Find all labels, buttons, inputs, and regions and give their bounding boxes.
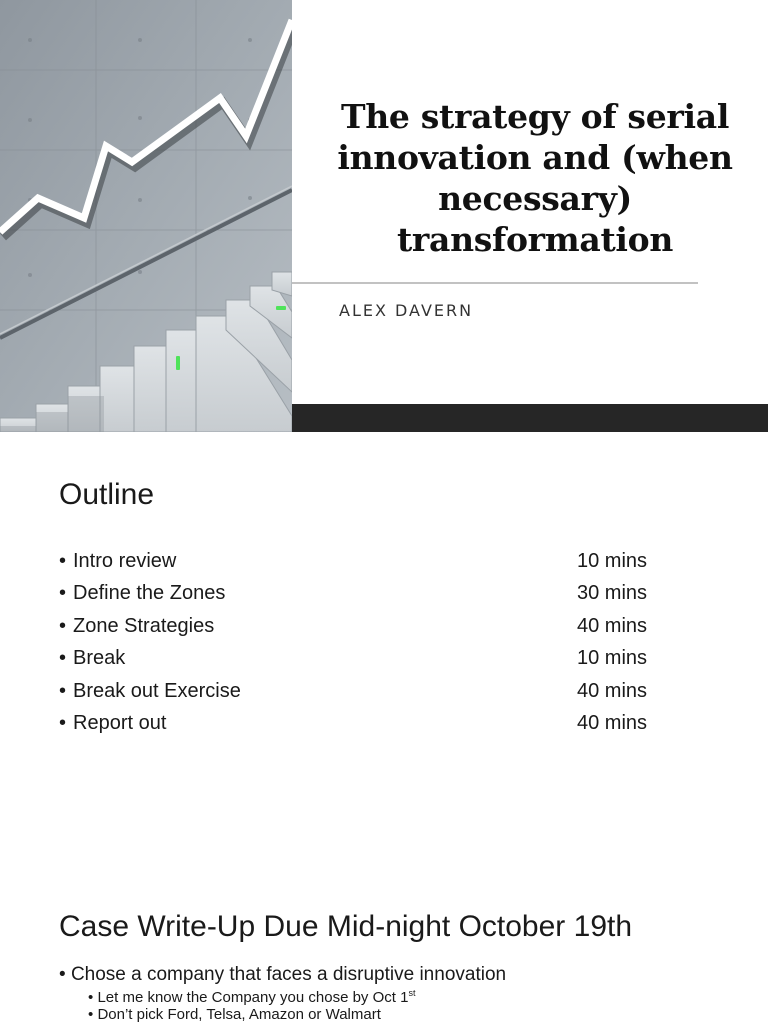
title-slide	[0, 0, 768, 432]
bullet: •	[59, 679, 67, 702]
bullet: •	[59, 582, 67, 605]
sub-bullet-item	[88, 1006, 381, 1023]
bullet: •	[59, 550, 67, 572]
bullet: •	[59, 711, 67, 734]
agenda-item-duration: 10 mins	[577, 647, 648, 670]
title-divider	[292, 282, 698, 284]
outline-slide	[0, 432, 768, 864]
bullet: •	[88, 1006, 94, 1023]
agenda-item-label: Intro review	[73, 550, 177, 572]
bullet: •	[59, 614, 67, 637]
agenda-item	[59, 580, 659, 612]
bullet-item	[59, 964, 506, 986]
agenda-item-label: Break out Exercise	[73, 679, 241, 702]
bullet-text: Chose a company that faces a disruptive innovation	[70, 964, 507, 985]
sub-bullet-text: Don’t pick Ford, Telsa, Amazon or Walmart	[97, 1006, 381, 1023]
agenda-item-duration: 40 mins	[577, 679, 648, 702]
sub-bullet-item	[88, 988, 415, 1006]
agenda-item	[59, 645, 659, 677]
agenda-item-duration: 40 mins	[577, 614, 648, 637]
bullet: •	[59, 647, 67, 670]
footer-band	[292, 404, 768, 432]
slide-title: The strategy of serial innovation and (when necessary) transformation	[337, 97, 733, 259]
agenda-list	[59, 548, 659, 742]
bullet: •	[59, 964, 66, 985]
agenda-item	[59, 678, 659, 710]
title-block	[300, 96, 768, 260]
agenda-item-duration: 30 mins	[577, 582, 648, 605]
case-heading: Case Write-Up Due Mid-night October 19th	[59, 910, 633, 943]
agenda-item-label: Define the Zones	[73, 582, 226, 605]
agenda-item-label: Zone Strategies	[73, 614, 215, 637]
agenda-item-label: Report out	[73, 711, 167, 734]
agenda-item-label: Break	[73, 647, 126, 670]
author-name: ALEX DAVERN	[339, 301, 474, 320]
agenda-item	[59, 710, 659, 742]
outline-heading: Outline	[59, 478, 155, 511]
staircase-growth-photo	[0, 0, 292, 432]
agenda-item	[59, 613, 659, 645]
bullet: •	[88, 989, 94, 1006]
agenda-item-duration: 10 mins	[577, 550, 648, 572]
ordinal-suffix: st	[408, 988, 416, 998]
agenda-item	[59, 548, 659, 580]
case-writeup-slide	[0, 864, 768, 1024]
agenda-item-duration: 40 mins	[577, 711, 648, 734]
sub-bullet-text: Let me know the Company you chose by Oct 1	[97, 989, 409, 1006]
